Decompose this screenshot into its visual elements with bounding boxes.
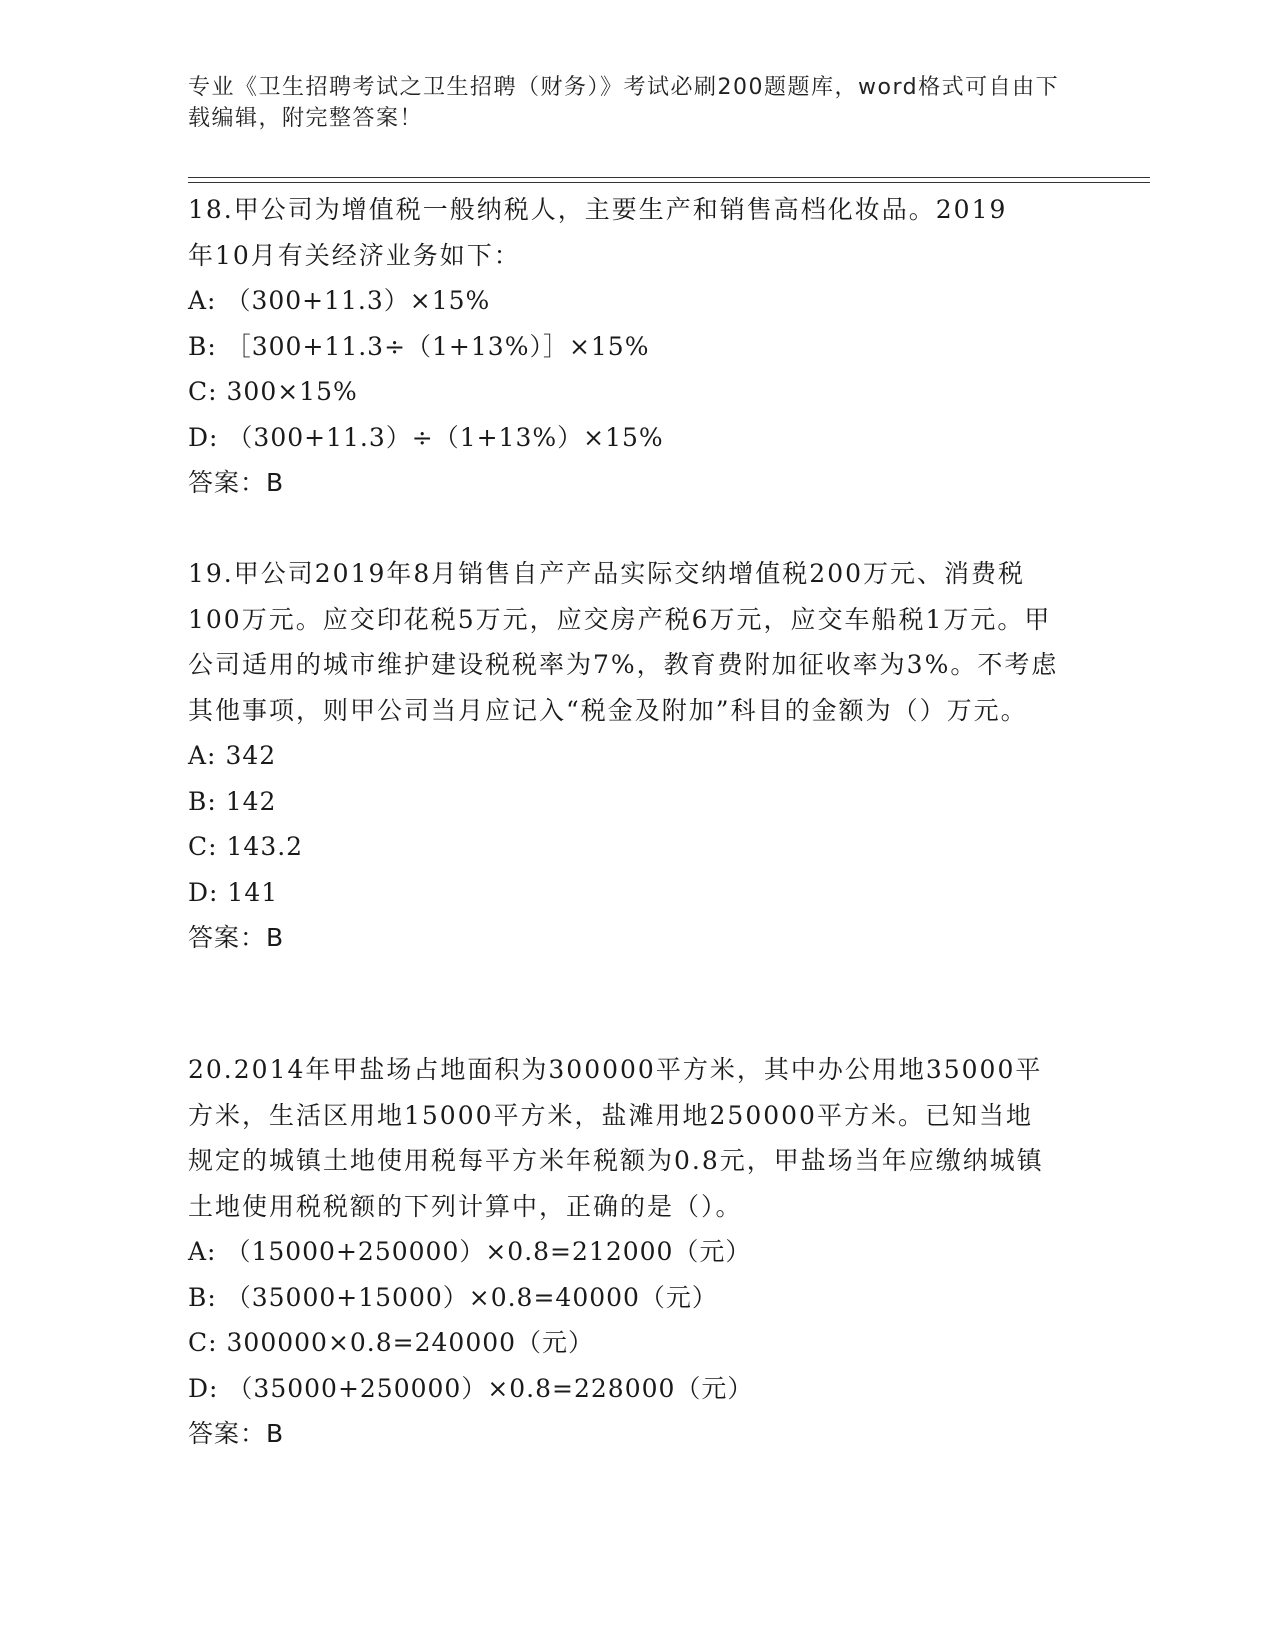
option-label: D: bbox=[188, 422, 219, 452]
option-text: （35000+15000）×0.8=40000（元） bbox=[225, 1282, 718, 1312]
option-c bbox=[188, 824, 1088, 870]
option-text: 143.2 bbox=[226, 832, 304, 861]
option-text: 342 bbox=[225, 741, 277, 770]
option-d bbox=[188, 1366, 1088, 1412]
option-label: B: bbox=[188, 331, 217, 361]
option-label: B: bbox=[188, 1282, 217, 1312]
answer-text: 答案：B bbox=[188, 1419, 285, 1448]
option-d bbox=[188, 415, 1088, 461]
option-text: （35000+250000）×0.8=228000（元） bbox=[227, 1373, 754, 1403]
header-divider-top bbox=[188, 177, 1150, 178]
answer-text: 答案：B bbox=[188, 468, 285, 497]
question-stem: 18.甲公司为增值税一般纳税人，主要生产和销售高档化妆品。2019年10月有关经济业务如下： bbox=[188, 195, 1008, 270]
document-header: 专业《卫生招聘考试之卫生招聘（财务）》考试必刷200题题库，word格式可自由下载编辑，附完整答案！ bbox=[188, 75, 1060, 131]
question-19 bbox=[188, 551, 1088, 961]
option-label: C: bbox=[188, 377, 218, 406]
question-20 bbox=[188, 1047, 1088, 1457]
option-text: 300000×0.8=240000（元） bbox=[226, 1328, 595, 1357]
option-label: D: bbox=[188, 1373, 219, 1403]
option-a bbox=[188, 733, 1088, 779]
question-stem: 20.2014年甲盐场占地面积为300000平方米，其中办公用地35000平方米，生活区用地15000平方米，盐滩用地250000平方米。已知当地规定的城镇土地使用税每平方米年税额为0.8元，甲盐场当年应缴纳城镇土地使用税税额的下列计算中，正确的是（）。 bbox=[188, 1055, 1044, 1221]
option-b bbox=[188, 324, 1088, 370]
option-label: C: bbox=[188, 1328, 218, 1357]
option-d bbox=[188, 870, 1088, 916]
option-text: （300+11.3）÷（1+13%）×15% bbox=[227, 422, 664, 452]
option-label: A: bbox=[188, 286, 217, 315]
option-text: （15000+250000）×0.8=212000（元） bbox=[225, 1237, 752, 1266]
option-label: D: bbox=[188, 877, 219, 907]
question-18 bbox=[188, 187, 1088, 506]
option-label: A: bbox=[188, 1237, 217, 1266]
option-text: 300×15% bbox=[226, 377, 358, 406]
question-stem: 19.甲公司2019年8月销售自产产品实际交纳增值税200万元、消费税100万元。应交印花税5万元，应交房产税6万元，应交车船税1万元。甲公司适用的城市维护建设税税率为7%，教育费附加征收率为3%。不考虑其他事项，则甲公司当月应记入“税金及附加”科目的金额为（）万元。 bbox=[188, 559, 1059, 725]
header-divider-bottom bbox=[188, 182, 1150, 183]
option-label: C: bbox=[188, 832, 218, 861]
answer-text: 答案：B bbox=[188, 923, 285, 952]
option-b bbox=[188, 1275, 1088, 1321]
option-text: 141 bbox=[227, 877, 279, 907]
option-a bbox=[188, 278, 1088, 324]
option-c bbox=[188, 1320, 1088, 1366]
option-text: （300+11.3）×15% bbox=[225, 286, 491, 315]
option-text: ［300+11.3÷（1+13%）］×15% bbox=[225, 331, 650, 361]
option-b bbox=[188, 779, 1088, 825]
option-label: B: bbox=[188, 786, 217, 816]
option-c bbox=[188, 369, 1088, 415]
option-a bbox=[188, 1229, 1088, 1275]
option-text: 142 bbox=[225, 786, 277, 816]
option-label: A: bbox=[188, 741, 217, 770]
